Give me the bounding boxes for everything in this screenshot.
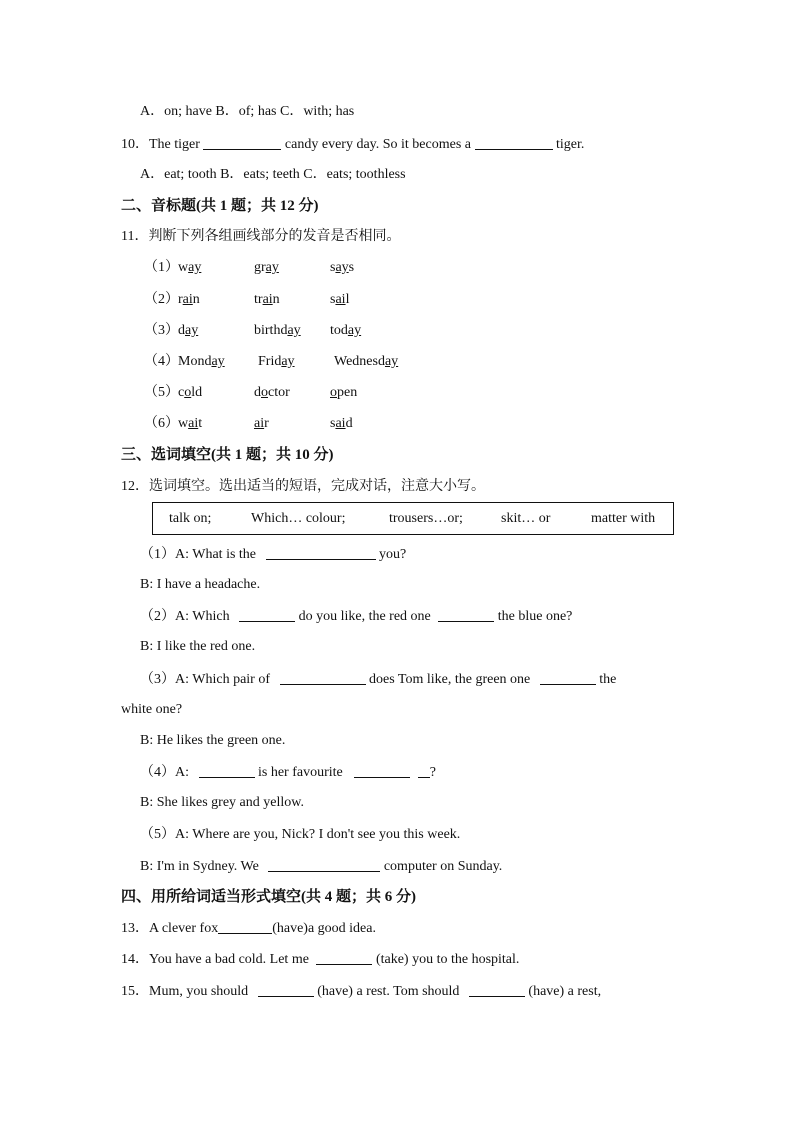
word-bank-item: trousers…or; bbox=[389, 511, 463, 526]
phonics-word bbox=[258, 353, 295, 371]
dialogue-3-question bbox=[140, 670, 616, 689]
phonics-row-number: （1） bbox=[144, 260, 179, 275]
d2-blank-1[interactable] bbox=[239, 607, 295, 622]
q15-text-2: (have) a rest. Tom should bbox=[317, 984, 460, 999]
phonics-row-number: （5） bbox=[144, 385, 179, 400]
word-part: s bbox=[348, 260, 355, 275]
underlined-letters: ai bbox=[262, 292, 273, 307]
underlined-letters: o bbox=[330, 385, 337, 400]
phonics-word bbox=[178, 353, 225, 371]
word-part: Mond bbox=[178, 354, 212, 369]
d3-blank-2[interactable] bbox=[540, 670, 596, 685]
underlined-letters: o bbox=[261, 385, 268, 400]
q14-text-1: 14．You have a bad cold. Let me bbox=[121, 952, 309, 967]
dialogue-2-reply: B: I like the red one. bbox=[140, 639, 256, 654]
q10-text-1: The tiger bbox=[149, 137, 200, 152]
word-part: r bbox=[178, 292, 183, 307]
d2-text-3: the blue one? bbox=[497, 609, 573, 624]
phonics-word bbox=[254, 415, 269, 433]
question-12: 12．选词填空。选出适当的短语，完成对话，注意大小写。 bbox=[121, 479, 485, 494]
word-bank-box bbox=[152, 502, 674, 535]
d4-blank-2[interactable] bbox=[354, 763, 410, 778]
q15-text-3: (have) a rest, bbox=[528, 984, 602, 999]
d1-blank-1[interactable] bbox=[266, 545, 376, 560]
word-bank-item: skit… or bbox=[501, 511, 551, 526]
word-part: birthd bbox=[254, 323, 288, 338]
word-part: w bbox=[178, 260, 189, 275]
d3-text-2: does Tom like, the green one bbox=[369, 672, 531, 687]
word-part: d bbox=[254, 385, 261, 400]
section-2-heading: 二、音标题(共 1 题；共 12 分) bbox=[121, 198, 319, 214]
d4-text-1: （4）A: bbox=[140, 765, 189, 780]
question-10 bbox=[121, 135, 584, 154]
underlined-letters: ay bbox=[188, 260, 202, 275]
q10-number: 10． bbox=[121, 137, 149, 152]
phonics-row-number: （2） bbox=[144, 292, 179, 307]
d4-blank-1[interactable] bbox=[199, 763, 255, 778]
underlined-letters: ay bbox=[287, 323, 301, 338]
underlined-letters: ai bbox=[254, 416, 265, 431]
phonics-word bbox=[178, 415, 202, 433]
phonics-word bbox=[178, 259, 201, 277]
underlined-letters: ai bbox=[335, 416, 346, 431]
phonics-word bbox=[178, 322, 198, 340]
phonics-word bbox=[330, 322, 361, 340]
word-bank-item: matter with bbox=[591, 511, 656, 526]
dialogue-3-continuation: white one? bbox=[121, 702, 183, 717]
phonics-word bbox=[178, 384, 202, 402]
phonics-row-number: （4） bbox=[144, 354, 179, 369]
word-part: s bbox=[330, 292, 336, 307]
word-part: ctor bbox=[268, 385, 290, 400]
underlined-letters: ay bbox=[185, 323, 199, 338]
d3-blank-1[interactable] bbox=[280, 670, 366, 685]
d4-text-2: is her favourite bbox=[258, 765, 343, 780]
phonics-word bbox=[330, 291, 349, 309]
dialogue-1-reply: B: I have a headache. bbox=[140, 577, 261, 592]
d1-text-1: （1）A: What is the bbox=[140, 547, 257, 562]
phonics-row-number: （3） bbox=[144, 323, 179, 338]
phonics-word bbox=[254, 322, 301, 340]
dialogue-4-reply: B: She likes grey and yellow. bbox=[140, 795, 304, 810]
underlined-letters: ay bbox=[335, 260, 349, 275]
dialogue-1-question bbox=[140, 545, 406, 564]
q10-text-2: candy every day. So it becomes a bbox=[284, 137, 472, 152]
word-part: tod bbox=[330, 323, 348, 338]
phonics-row-number: （6） bbox=[144, 416, 179, 431]
q14-blank[interactable] bbox=[316, 950, 372, 965]
q13-text-1: 13．A clever fox bbox=[121, 921, 219, 936]
underlined-letters: ay bbox=[347, 323, 362, 338]
word-bank-item: Which… colour; bbox=[251, 511, 346, 526]
phonics-word bbox=[330, 259, 354, 277]
phonics-word bbox=[330, 415, 353, 433]
section-4-heading: 四、用所给词适当形式填空(共 4 题；共 6 分) bbox=[121, 889, 416, 905]
dialogue-4-question bbox=[140, 763, 436, 782]
word-part: w bbox=[178, 416, 189, 431]
word-part: ld bbox=[191, 385, 203, 400]
dialogue-5-reply bbox=[140, 857, 502, 876]
question-14 bbox=[121, 950, 519, 969]
d1-text-2: you? bbox=[379, 547, 407, 562]
d2-text-2: do you like, the red one bbox=[298, 609, 431, 624]
d5-text-2: computer on Sunday. bbox=[383, 859, 503, 874]
word-part: l bbox=[345, 292, 350, 307]
q13-text-2: (have)a good idea. bbox=[272, 921, 376, 936]
word-part: c bbox=[178, 385, 185, 400]
phonics-word bbox=[178, 291, 200, 309]
q10-text-3: tiger. bbox=[556, 137, 585, 152]
q10-blank-1[interactable] bbox=[203, 135, 281, 150]
d2-blank-2[interactable] bbox=[438, 607, 494, 622]
underlined-letters: ai bbox=[188, 416, 199, 431]
question-11: 11．判断下列各组画线部分的发音是否相同。 bbox=[121, 229, 401, 244]
underlined-letters: o bbox=[184, 385, 192, 400]
q10-options: A．eat; tooth B．eats; teeth C．eats; toothless bbox=[140, 167, 406, 182]
dialogue-3-reply: B: He likes the green one. bbox=[140, 733, 286, 748]
q13-blank[interactable] bbox=[218, 919, 272, 934]
phonics-word bbox=[254, 384, 290, 402]
phonics-word bbox=[330, 384, 357, 402]
phonics-word bbox=[254, 291, 280, 309]
section-3-heading: 三、选词填空(共 1 题；共 10 分) bbox=[121, 447, 334, 463]
word-part: gr bbox=[254, 260, 266, 275]
d2-text-1: （2）A: Which bbox=[140, 609, 230, 624]
word-part: r bbox=[264, 416, 269, 431]
word-part: s bbox=[330, 416, 336, 431]
underlined-letters: ay bbox=[281, 354, 295, 369]
word-part: t bbox=[198, 416, 203, 431]
underlined-letters: ay bbox=[265, 260, 279, 275]
word-bank-item: talk on; bbox=[169, 511, 212, 526]
word-part: tr bbox=[254, 292, 263, 307]
question-15 bbox=[121, 982, 601, 1001]
question-13 bbox=[121, 919, 376, 938]
underlined-letters: ai bbox=[182, 292, 193, 307]
d3-text-1: （3）A: Which pair of bbox=[140, 672, 270, 687]
q14-text-2: (take) you to the hospital. bbox=[375, 952, 520, 967]
word-part: Frid bbox=[258, 354, 282, 369]
word-part: d bbox=[178, 323, 185, 338]
underlined-letters: ay bbox=[384, 354, 399, 369]
q15-blank-2[interactable] bbox=[469, 982, 525, 997]
underlined-letters: ay bbox=[211, 354, 225, 369]
dialogue-2-question bbox=[140, 607, 572, 626]
phonics-word bbox=[254, 259, 279, 277]
word-part: n bbox=[272, 292, 280, 307]
q10-blank-2[interactable] bbox=[475, 135, 553, 150]
word-part: n bbox=[192, 292, 200, 307]
dialogue-5-question: （5）A: Where are you, Nick? I don't see you this week. bbox=[140, 827, 461, 842]
d5-blank-1[interactable] bbox=[268, 857, 380, 872]
q15-text-1: 15．Mum, you should bbox=[121, 984, 249, 999]
word-part: s bbox=[330, 260, 336, 275]
d4-blank-3[interactable] bbox=[418, 763, 430, 778]
d3-text-3: the bbox=[599, 672, 617, 687]
d4-text-3: ? bbox=[429, 765, 436, 780]
d5-text-1: B: I'm in Sydney. We bbox=[140, 859, 259, 874]
q15-blank-1[interactable] bbox=[258, 982, 314, 997]
word-part: d bbox=[345, 416, 353, 431]
q9-options: A．on; have B．of; has C．with; has bbox=[140, 104, 355, 119]
word-part: Wednesd bbox=[334, 354, 385, 369]
phonics-word bbox=[334, 353, 398, 371]
word-part: pen bbox=[337, 385, 358, 400]
underlined-letters: ai bbox=[335, 292, 346, 307]
